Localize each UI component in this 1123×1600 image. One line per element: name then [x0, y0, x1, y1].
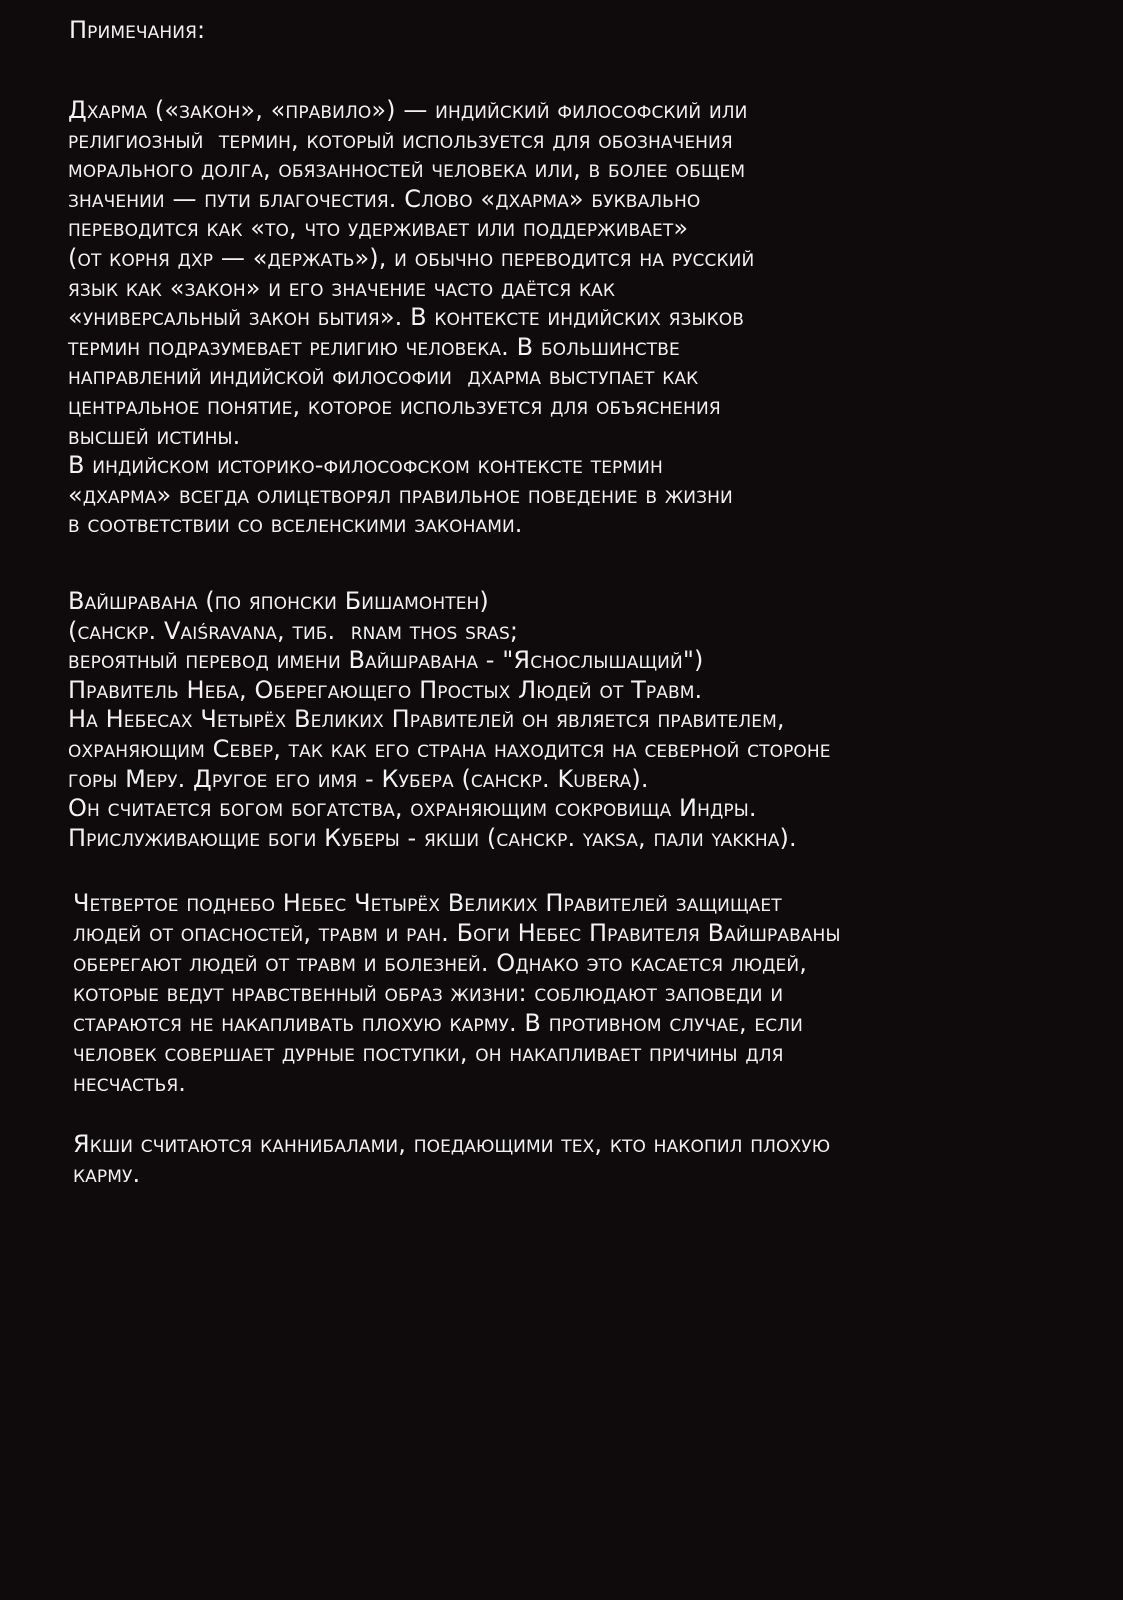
text-line: переводится как «то, что удерживает или поддерживает» — [68, 214, 689, 243]
text-line: (от корня дхр — «держать»), и обычно переводится на русский — [68, 243, 755, 272]
text-line: вероятный перевод имени Вайшравана - "Яснослышащий") — [68, 646, 704, 675]
text-line: морального долга, обязанностей человека или, в более общем — [68, 155, 746, 184]
text-line: Прислуживающие боги Куберы - якши (санскр. yaksa, пали yakkha). — [68, 823, 797, 852]
text-line: «универсальный закон бытия». В контексте индийских языков — [68, 303, 744, 332]
text-line: Правитель Неба, Оберегающего Простых Людей от Травм. — [68, 675, 703, 704]
text-line: Дхарма («закон», «правило») — индийский философский или — [68, 96, 748, 124]
text-line: несчастья. — [73, 1069, 187, 1097]
text-line: религиозный термин, который используется для обозначения — [68, 125, 733, 154]
text-line: язык как «закон» и его значение часто даётся как — [68, 273, 616, 302]
notes-heading — [69, 16, 205, 46]
text-line: горы Меру. Другое его имя - Кубера (санскр. Kubera). — [68, 764, 649, 793]
text-line: направлений индийской философии дхарма выступает как — [68, 362, 699, 391]
fourth-heaven-paragraph — [73, 888, 841, 1098]
text-line: стараются не накапливать плохую карму. В противном случае, если — [73, 1009, 803, 1037]
text-line: в соответствии со вселенскими законами. — [68, 510, 523, 539]
text-line: (санскр. Vaiśravana, тиб. rnam thos sras; — [68, 616, 519, 645]
text-line: значении — пути благочестия. Слово «дхарма» буквально — [68, 184, 701, 213]
dharma-paragraph — [68, 96, 754, 540]
text-line: Четвертое поднебо Небес Четырёх Великих Правителей защищает — [73, 889, 782, 917]
text-line: «дхарма» всегда олицетворял правильное поведение в жизни — [68, 480, 733, 509]
yakshi-paragraph — [73, 1130, 830, 1189]
text-line: охраняющим Север, так как его страна находится на северной стороне — [68, 734, 831, 763]
text-line: Якши считаются каннибалами, поедающими тех, кто накопил плохую — [73, 1130, 831, 1158]
vaishravana-paragraph — [68, 587, 831, 853]
text-line: оберегают людей от травм и болезней. Однако это касается людей, — [73, 949, 807, 977]
text-line: На Небесах Четырёх Великих Правителей он является правителем, — [68, 705, 785, 734]
text-line: центральное понятие, которое используется для объяснения — [68, 391, 721, 420]
text-line: В индийском историко-философском контексте термин — [68, 451, 663, 480]
text-line: Он считается богом богатства, охраняющим сокровища Индры. — [68, 794, 757, 823]
text-line: Вайшравана (по японски Бишамонтен) — [68, 587, 489, 615]
text-line: людей от опасностей, травм и ран. Боги Небес Правителя Вайшраваны — [73, 919, 841, 947]
text-line: карму. — [73, 1159, 141, 1188]
text-line: которые ведут нравственный образ жизни: соблюдают заповеди и — [73, 979, 784, 1007]
text-line: термин подразумевает религию человека. В большинстве — [68, 332, 680, 361]
text-line: высшей истины. — [68, 421, 241, 450]
notes-heading-text: Примечания: — [69, 16, 206, 44]
text-line: человек совершает дурные поступки, он накапливает причины для — [73, 1039, 784, 1067]
